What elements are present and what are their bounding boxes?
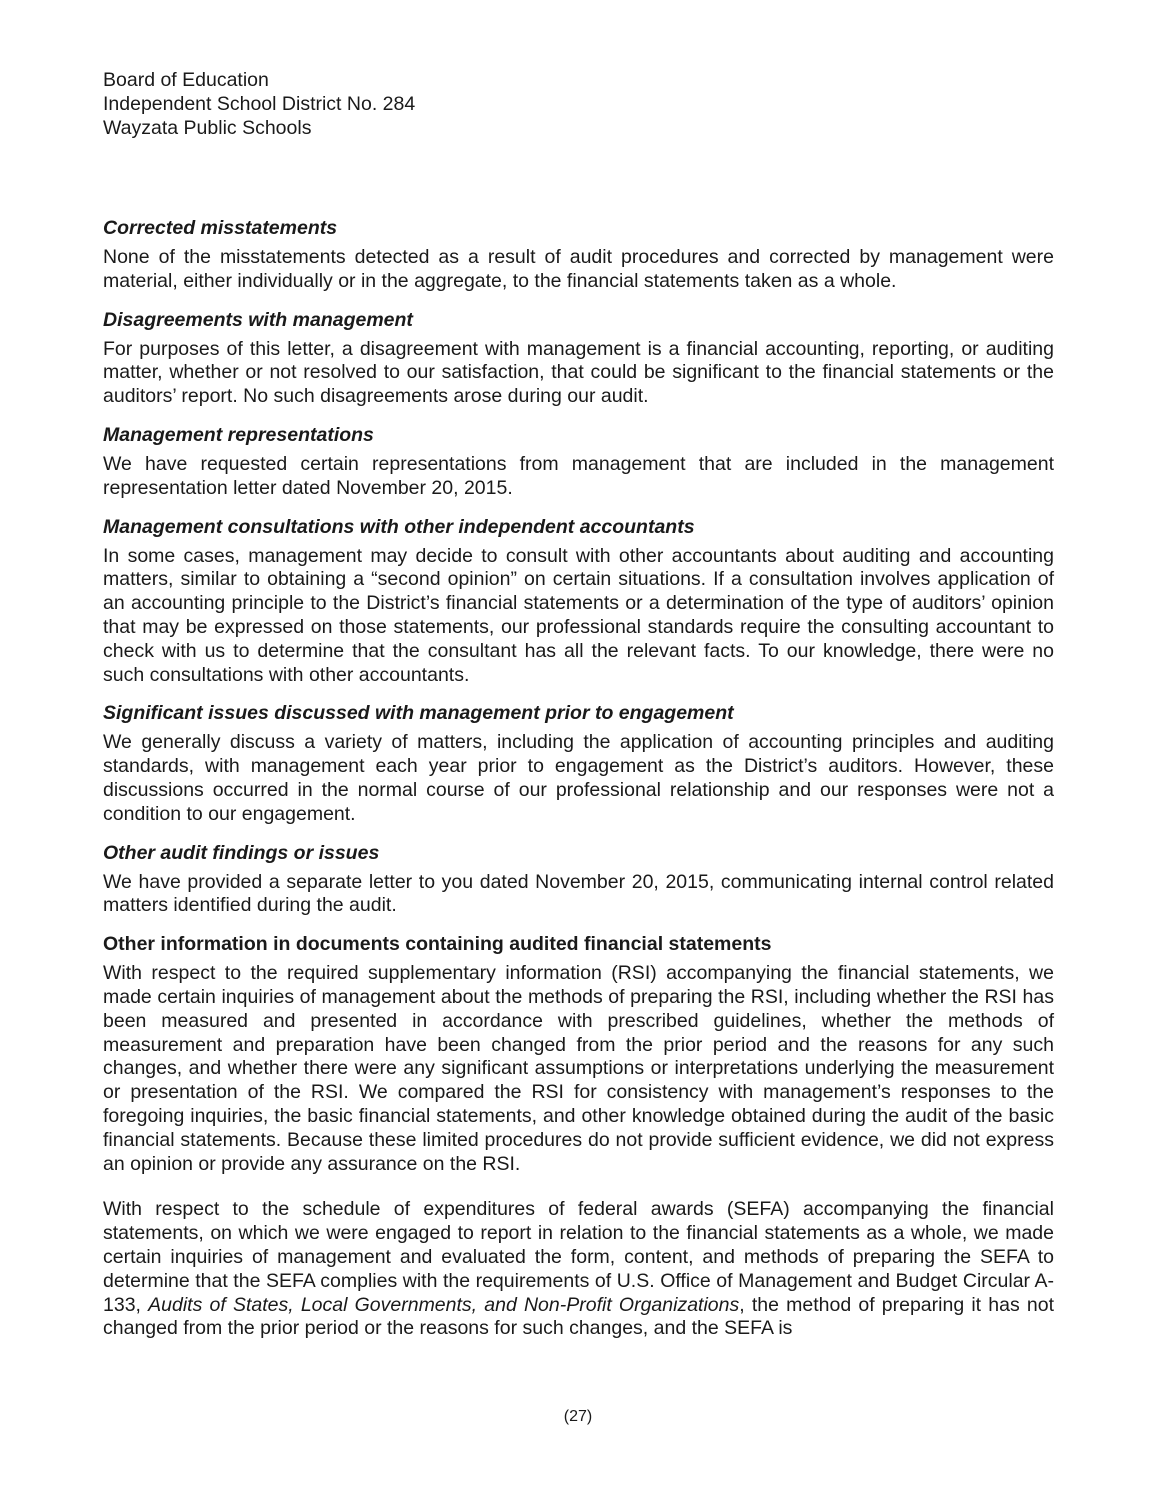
heading-significant-issues: Significant issues discussed with management prior to engagement (103, 702, 734, 725)
paragraph-sefa (103, 1198, 1054, 1341)
paragraph-rsi: With respect to the required supplementary information (RSI) accompanying the financial statements, we made certain inquiries of management about the methods of preparing the RSI, including whether the RSI has been measured and presented in accordance with prescribed guidelines, whether the methods of measurement and preparation have been changed from the prior period and the reasons for any such changes, and whether there were any significant assumptions or interpretations underlying the measurement or presentation of the RSI. We compared the RSI for consistency with management’s responses to the foregoing inquiries, the basic financial statements, and other knowledge obtained during the audit of the basic financial statements. Because these limited procedures do not provide sufficient evidence, we did not express an opinion or provide any assurance on the RSI. (103, 962, 1054, 1175)
heading-consultations: Management consultations with other independent accountants (103, 515, 695, 538)
sefa-circular-title: Audits of States, Local Governments, and Non-Profit Organizations (148, 1293, 740, 1316)
heading-management-representations: Management representations (103, 423, 374, 446)
letterhead (103, 68, 415, 140)
sefa-text-start: With respect to the schedule of expenditures of federal awards (SEFA) accompanying the financial statements, on which we were engaged to report in relation to the financial statements as a whole, we made certain inquiries of management and evaluated the form, content, and methods of preparing the SEFA to determine that the SEFA complies with the requirements of U.S. Office of Management and Budget Circular A-133, (103, 1198, 1054, 1316)
paragraph-other-findings: We have provided a separate letter to you dated November 20, 2015, communicating internal control related matters identified during the audit. (103, 870, 1054, 917)
letterhead-district: Independent School District No. 284 (103, 93, 416, 115)
heading-disagreements: Disagreements with management (103, 308, 413, 331)
sefa-text-end: , the method of preparing it has not changed from the prior period or the reasons for such changes, and the SEFA is (103, 1293, 1054, 1340)
heading-corrected-misstatements: Corrected misstatements (103, 217, 338, 239)
paragraph-disagreements: For purposes of this letter, a disagreement with management is a financial accounting, reporting, or auditing matter, whether or not resolved to our satisfaction, that could be significant to the financial statements or the auditors’ report. No such disagreements arose during our audit. (103, 337, 1054, 408)
page-number: (27) (563, 1408, 593, 1425)
paragraph-significant-issues: We generally discuss a variety of matters, including the application of accounting principles and auditing standards, with management each year prior to engagement as the District’s auditors. However, these discussions occurred in the normal course of our professional relationship and our responses were not a condition to our engagement. (103, 731, 1054, 825)
paragraph-management-representations: We have requested certain representations from management that are included in the management representation letter dated November 20, 2015. (103, 452, 1054, 499)
letter-body (103, 216, 1054, 1355)
paragraph-corrected-misstatements: None of the misstatements detected as a result of audit procedures and corrected by management were material, either individually or in the aggregate, to the financial statements taken as a whole. (103, 246, 1054, 292)
letterhead-board: Board of Education (103, 69, 269, 91)
paragraph-consultations: In some cases, management may decide to consult with other accountants about auditing and accounting matters, similar to obtaining a “second opinion” on certain situations. If a consultation involves application of an accounting principle to the District’s financial statements or a determination of the type of auditors’ opinion that may be expressed on those statements, our professional standards require the consulting accountant to check with us to determine that the consultant has all the relevant facts. To our knowledge, there were no such consultations with other accountants. (103, 544, 1054, 686)
heading-other-findings: Other audit findings or issues (103, 841, 380, 864)
heading-other-information: Other information in documents containing audited financial statements (103, 933, 772, 956)
letterhead-school: Wayzata Public Schools (103, 117, 312, 139)
